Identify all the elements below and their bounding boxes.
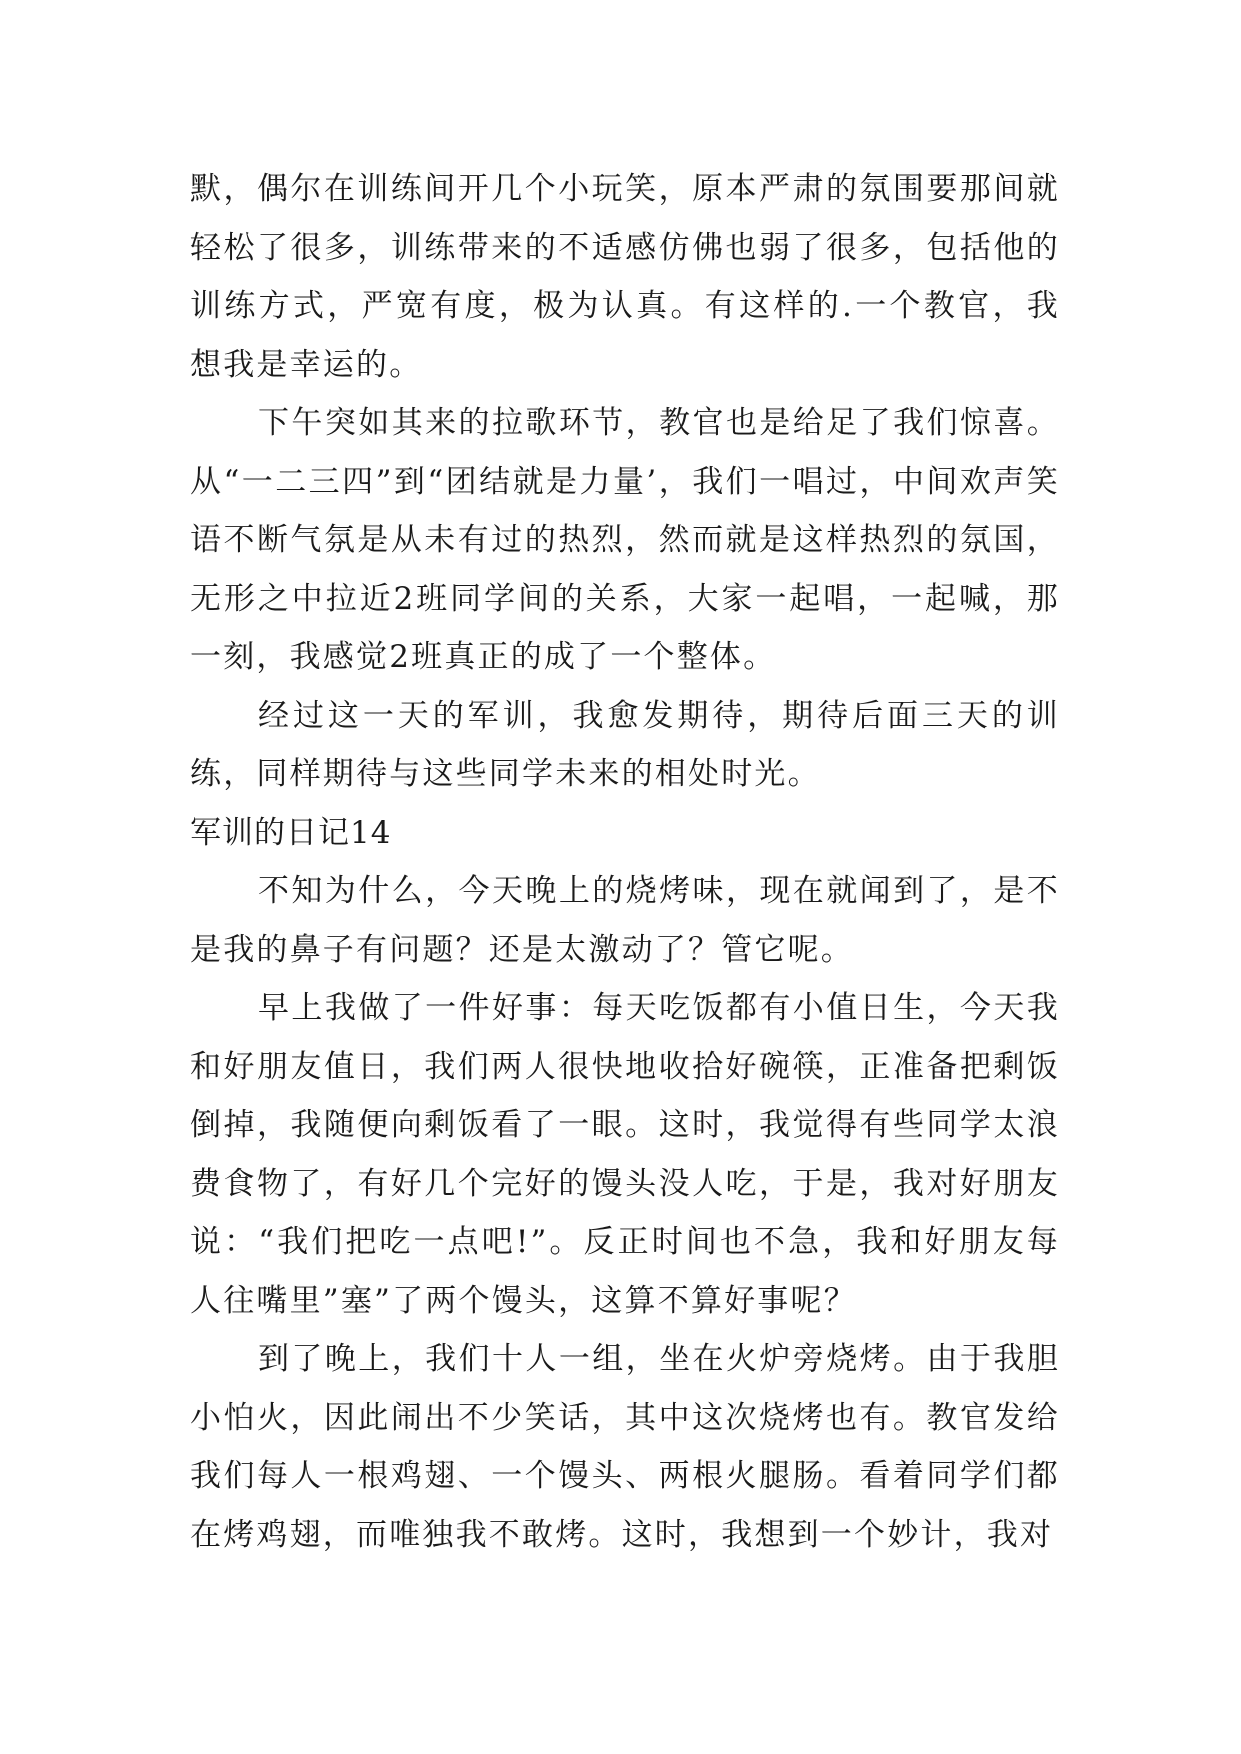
paragraph-evening-barbecue: 到了晚上，我们十人一组，坐在火炉旁烧烤。由于我胆小怕火，因此闹出不少笑话，其中这次烧烤也有。教官发给我们每人一根鸡翅、一个馒头、两根火腿肠。看着同学们都在烤鸡翅，而唯独我不敢烤。这时，我想到一个妙计，我对 bbox=[190, 1341, 1060, 1553]
document-body bbox=[190, 160, 1060, 1564]
paragraph-continuation: 默，偶尔在训练间开几个小玩笑，原本严肃的氛围要那间就轻松了很多，训练带来的不适感仿佛也弱了很多，包括他的训练方式，严宽有度，极为认真。有这样的.一个教官，我想我是幸运的。 bbox=[190, 171, 1060, 383]
paragraph-singing-session: 下午突如其来的拉歌环节，教官也是给足了我们惊喜。从“一二三四”到“团结就是力量’，我们一唱过，中间欢声笑语不断气氛是从未有过的热烈，然而就是这样热烈的氛国，无形之中拉近2班同学间的关系，大家一起唱，一起喊，那一刻，我感觉2班真正的成了一个整体。 bbox=[190, 405, 1060, 675]
paragraph-good-deed: 早上我做了一件好事：每天吃饭都有小值日生，今天我和好朋友值日，我们两人很快地收拾好碗筷，正准备把剩饭倒掉，我随便向剩饭看了一眼。这时，我觉得有些同学太浪费食物了，有好几个完好的馒头没人吃，于是，我对好朋友说：“我们把吃一点吧!”。反正时间也不急，我和好朋友每人往嘴里”塞”了两个馒头，这算不算好事呢？ bbox=[190, 990, 1060, 1319]
paragraph-looking-forward: 经过这一天的军训，我愈发期待，期待后面三天的训练，同样期待与这些同学未来的相处时光。 bbox=[190, 697, 1060, 792]
paragraph-barbecue-smell: 不知为什么，今天晚上的烧烤味，现在就闻到了，是不是我的鼻子有问题？还是太激动了？管它呢。 bbox=[190, 873, 1060, 968]
section-heading: 军训的日记14 bbox=[190, 814, 392, 851]
